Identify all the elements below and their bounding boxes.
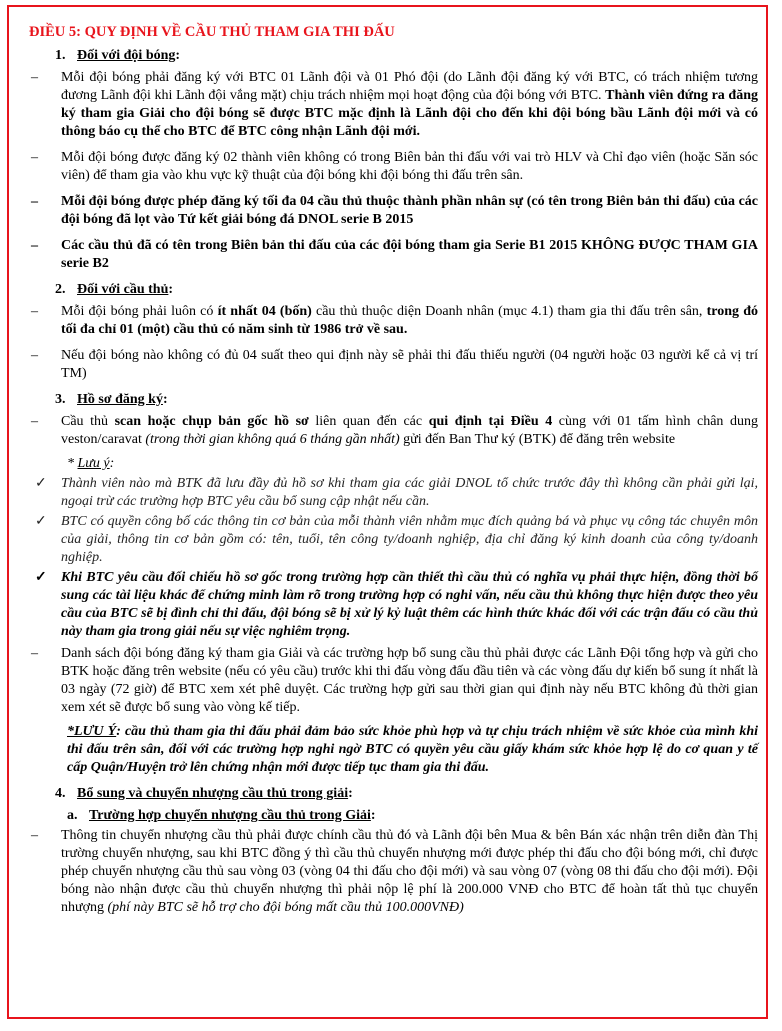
section-title: Đối với cầu thủ (77, 282, 169, 297)
dash-marker: – (31, 828, 38, 843)
paragraph-text: gửi đến Ban Thư ký (BTK) để đăng trên website (399, 432, 676, 447)
dash-marker: – (31, 304, 38, 319)
paragraph (29, 237, 758, 273)
checklist-item (29, 475, 758, 511)
check-icon: ✓ (35, 476, 47, 491)
paragraph (29, 645, 758, 717)
note-label: *LƯU Ý (67, 724, 117, 739)
note-label: Lưu ý (77, 456, 110, 471)
section-colon: : (162, 392, 168, 407)
paragraph-text: Mỗi đội bóng được phép đăng ký tối đa 04 cầu thủ thuộc thành phần nhân sự (có tên trong Biên bản thi đấu) của các đội bóng đã lọt vào Tứ kết giải bóng đá DNOL serie B 2015 (61, 194, 758, 227)
paragraph (29, 347, 758, 383)
paragraph-text: Cầu thủ (61, 414, 115, 429)
paragraph (29, 149, 758, 185)
paragraph-text: Thông tin chuyển nhượng cầu thủ phải được chính cầu thủ đó và Lãnh đội bên Mua & bên Bán xác nhận trên diễn đàn Thị trường chuyển nhượng, sau khi BTC đồng ý thì cầu thủ chuyển nhượng mới được phép thi đấu cho đội bóng mới, chỉ được phép chuyển nhượng cầu thủ sau vòng 03 (vòng 04 thi đấu cho đội mới) và sau vòng 07 (vòng 08 thi đấu cho đội mới). Đội bóng nào nhận được cầu thủ chuyển nhượng thì phải nộp lệ phí là 200.000 VNĐ cho BTC để hoàn tất thủ tục chuyển nhượng (61, 828, 758, 915)
paragraph (29, 413, 758, 449)
section-number: 3. (55, 392, 66, 407)
paragraph-text: Danh sách đội bóng đăng ký tham gia Giải và các trường hợp bổ sung cầu thủ phải được các Lãnh Đội tổng hợp và gửi cho BTK hoặc đăng trên website (nếu có yêu cầu) trước khi thi đấu vòng đấu đầu tiên và các vòng đấu dự kiến bổ sung ít nhất là 03 ngày (72 giờ) để BTC xem xét phê duyệt. Các trường hợp gửi sau thời gian qui định này nếu BTC không đủ thời gian xem xét sẽ được bổ sung vào vòng kế tiếp. (61, 646, 758, 715)
paragraph-bold-text: ít nhất 04 (bốn) (217, 304, 312, 319)
dash-marker: – (31, 238, 38, 253)
paragraph-text: liên quan đến các (308, 414, 429, 429)
paragraph (29, 827, 758, 917)
paragraph (29, 303, 758, 339)
section-title: Hồ sơ đăng ký (77, 392, 163, 407)
section-colon: : (348, 786, 353, 801)
paragraph-italic-text: (trong thời gian không quá 6 tháng gần nhất) (145, 432, 400, 447)
subsection-title: Trường hợp chuyển nhượng cầu thủ trong Giải (89, 808, 371, 823)
section-colon: : (175, 48, 181, 63)
note-heading (67, 455, 758, 473)
paragraph-text: cùng với 01 tấm hình chân dung veston/caravat (61, 414, 759, 447)
dash-marker: – (31, 348, 38, 363)
paragraph-italic-text: (phí này BTC sẽ hỗ trợ cho đội bóng mất cầu thủ 100.000VNĐ) (107, 900, 464, 915)
paragraph (29, 193, 758, 229)
dash-marker: – (31, 70, 38, 85)
section-title: Bổ sung và chuyển nhượng cầu thủ trong giải (77, 786, 349, 801)
section-3-heading (55, 391, 758, 409)
dash-marker: – (31, 646, 38, 661)
checklist-item (29, 513, 758, 567)
section-number: 4. (55, 786, 66, 801)
paragraph-text: Các cầu thủ đã có tên trong Biên bản thi đấu của các đội bóng tham gia Serie B1 2015 KHÔNG ĐƯỢC THAM GIA serie B2 (61, 238, 758, 271)
dash-marker: – (31, 414, 38, 429)
note-text: : cầu thủ tham gia thi đấu phải đảm bảo sức khỏe phù hợp và tự chịu trách nhiệm về sức khỏe của mình khi thi đấu trên sân, đối với các trường hợp nghi ngờ BTC có quyền yêu cầu giấy khám sức khỏe hợp lệ do cơ quan y tế cấp Quận/Huyện trở lên chứng nhận mới được tiếp tục tham gia thi đấu. (67, 724, 758, 775)
paragraph-text: Nếu đội bóng nào không có đủ 04 suất theo qui định này sẽ phải thi đấu thiếu người (04 người hoặc 03 người kể cả vị trí TM) (61, 348, 758, 381)
section-title: Đối với đội bóng (77, 48, 176, 63)
section-number: 1. (55, 48, 66, 63)
note-colon: : (109, 456, 115, 471)
checklist-item (29, 569, 758, 641)
section-number: 2. (55, 282, 66, 297)
section-colon: : (168, 282, 174, 297)
paragraph-bold-text: qui định tại Điều 4 (428, 414, 553, 429)
paragraph-text: Mỗi đội bóng được đăng ký 02 thành viên không có trong Biên bản thi đấu với vai trò HLV và Chỉ đạo viên (hoặc Săn sóc viên) để tham gia vào khu vực kỹ thuật của đội bóng khi đội bóng thi đấu trên sân. (61, 150, 758, 183)
section-2-heading (55, 281, 758, 299)
subsection-a-heading (67, 807, 758, 825)
paragraph-text: Mỗi đội bóng phải luôn có (61, 304, 218, 319)
section-1-heading (55, 47, 758, 65)
check-icon: ✓ (35, 570, 47, 585)
checklist-text: Thành viên nào mà BTK đã lưu đầy đủ hồ sơ khi tham gia các giải DNOL tổ chức trước đây thì không cần phải gửi lại, ngoại trừ các trường hợp BTC yêu cầu bổ sung cập nhật nếu cần. (61, 476, 758, 509)
document-page (7, 5, 768, 1019)
paragraph (29, 69, 758, 141)
paragraph-bold-text: trong đó tối đa chỉ 01 (một) cầu thủ có năm sinh từ 1986 trở về sau. (61, 304, 759, 337)
subsection-number: a. (67, 808, 78, 823)
dash-marker: – (31, 150, 38, 165)
paragraph-text: cầu thủ thuộc diện Doanh nhân (mục 4.1) tham gia thi đấu trên sân, (311, 304, 707, 319)
dash-marker: – (31, 194, 38, 209)
checklist-text: BTC có quyền công bố các thông tin cơ bản của mỗi thành viên nhằm mục đích quảng bá và phục vụ công tác chuyên môn của giải, thông tin cơ bản gồm có: tên, tuổi, tên công ty/doanh nghiệp, địa chỉ đăng ký kinh doanh của công ty/doanh nghiệp. (61, 514, 758, 565)
check-icon: ✓ (35, 514, 47, 529)
note-star: * (67, 456, 78, 471)
subsection-colon: : (370, 808, 376, 823)
paragraph-bold-text: Thành viên đứng ra đăng ký tham gia Giải cho đội bóng sẽ được BTC mặc định là Lãnh đội cho đến khi đội bóng bầu Lãnh đội mới và có thông báo cụ thể cho BTC để BTC công nhận Lãnh đội mới. (61, 88, 759, 139)
checklist-text: Khi BTC yêu cầu đối chiếu hồ sơ gốc trong trường hợp cần thiết thì cầu thủ có nghĩa vụ phải thực hiện, đồng thời bổ sung các tài liệu khác để chứng minh làm rõ trong trường hợp có nghi vấn, nếu cầu thủ không thực hiện được theo yêu cầu của BTC sẽ bị đình chỉ thi đấu, đội bóng sẽ bị xử lý kỷ luật thêm các hình thức khác đối với các trận đấu có cầu thủ này tham gia trong giải nếu sự việc nghiêm trọng. (61, 570, 758, 639)
section-4-heading (55, 785, 758, 803)
article-title: ĐIỀU 5: QUY ĐỊNH VỀ CẦU THỦ THAM GIA THI ĐẤU (29, 24, 395, 40)
paragraph-text: Mỗi đội bóng phải đăng ký với BTC 01 Lãnh đội và 01 Phó đội (do Lãnh đội đăng ký với BTC, có trách nhiệm tương đương Lãnh đội khi Lãnh đội vắng mặt) chịu trách nhiệm mọi hoạt động của đội bóng với BTC. (61, 70, 758, 103)
paragraph-bold-text: scan hoặc chụp bản gốc hồ sơ (114, 414, 309, 429)
health-note (67, 723, 758, 777)
